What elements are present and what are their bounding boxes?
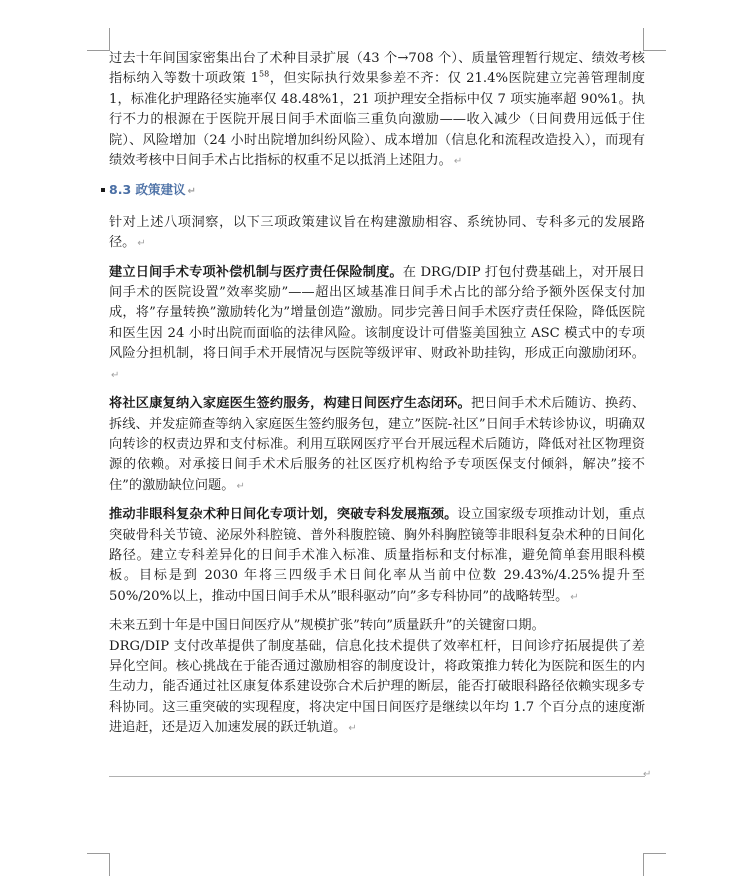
paragraph-recommendation-1 <box>109 263 645 386</box>
paragraph-policy-execution <box>109 49 645 172</box>
section-break-line <box>109 776 645 777</box>
margin-corner-top-left <box>87 28 110 51</box>
recommendation-title: 建立日间手术专项补偿机制与医疗责任保险制度。 <box>109 264 403 280</box>
section-heading <box>109 180 645 202</box>
paragraph-mark-icon: ↵ <box>137 238 146 250</box>
paragraph-mark-icon: ↵ <box>453 156 463 168</box>
recommendation-title: 将社区康复纳入家庭医生签约服务，构建日间医疗生态闭环。 <box>109 396 471 412</box>
paragraph-conclusion <box>109 637 645 740</box>
paragraph-mark-icon: ↵ <box>187 186 196 198</box>
paragraph-text: 把日间手术术后随访、换药、拆线、并发症筛查等纳入家庭医生签约服务包，建立”医院-社区”日间手术转诊协议，明确双向转诊的权责边界和支付标准。利用互联网医疗平台开展远程术后随访，降低对社区物理资源的依赖。对承接日间手术术后服务的社区医疗机构给予专项医保支付倾斜，解决”接不住”的激励缺位问题。 <box>109 396 646 493</box>
margin-corner-bottom-left <box>87 853 110 876</box>
paragraph-text: DRG/DIP 支付改革提供了制度基础，信息化技术提供了效率杠杆，日间诊疗拓展提供了差异化空间。核心挑战在于能否通过激励相容的制度设计，将政策推力转化为医院和医生的内生动力，能否通过社区康复体系建设弥合术后护理的断层，能否打破眼科路径依赖实现多专科协同。这三重突破的实现程度，将决定中国日间医疗是继续以年均 1.7 个百分点的速度渐进追赶，还是迈入加速发展的跃迁轨道。 <box>109 638 645 736</box>
paragraph-conclusion-line <box>109 616 645 636</box>
heading-bullet-icon <box>101 188 105 192</box>
paragraph-intro <box>109 213 645 255</box>
paragraph-recommendation-2 <box>109 394 645 497</box>
end-paragraph-mark-icon: ↵ <box>643 769 652 780</box>
paragraph-mark-icon: ↵ <box>348 723 357 735</box>
recommendation-title: 推动非眼科复杂术种日间化专项计划，突破专科发展瓶颈。 <box>109 507 458 523</box>
paragraph-text: 未来五到十年是中国日间医疗从”规模扩张”转向”质量跃升”的关键窗口期。 <box>109 618 545 634</box>
document-body[interactable] <box>109 49 645 740</box>
margin-corner-bottom-right <box>643 853 666 876</box>
paragraph-text-continued: ，但实际执行效果参差不齐：仅 21.4%医院建立完善管理制度 1，标准化护理路径实施率仅 48.48%1，21 项护理安全指标中仅 7 项实施率超 90%1。执行不力的根源在于医院开展日间手术面临三重负向激励——收入减少（日间费用远低于住院）、风险增加（24 小时出院增加纠纷风险）、成本增加（信息化和流程改造投入），而现有绩效考核中日间手术占比指标的权重不足以抵消上述阻力。 <box>109 71 645 169</box>
paragraph-mark-icon: ↵ <box>570 591 579 603</box>
citation-superscript: 58 <box>259 70 270 80</box>
margin-corner-top-right <box>643 28 666 51</box>
paragraph-text: 设立国家级专项推动计划，重点突破骨科关节镜、泌尿外科腔镜、普外科腹腔镜、胸外科胸腔镜等非眼科复杂术种的日间化路径。建立专科差异化的日间手术准入标准、质量指标和支付标准，避免简单套用眼科模板。目标是到 2030 年将三四级手术日间化率从当前中位数 29.43%/4.25%提升至 50%/20%以上，推动中国日间手术从”眼科驱动”向”多专科协同”的战略转型。 <box>109 507 646 604</box>
paragraph-recommendation-3 <box>109 505 645 608</box>
section-heading-text: 8.3 政策建议 <box>109 182 186 198</box>
paragraph-text: 针对上述八项洞察，以下三项政策建议旨在构建激励相容、系统协同、专科多元的发展路径。 <box>109 214 645 251</box>
paragraph-text: 过去十年间国家密集出台了术种目录扩展（43 个→708 个）、质量管理暂行规定、绩效考核指标纳入等数十项政策 1 <box>109 51 645 87</box>
paragraph-mark-icon: ↵ <box>111 369 120 381</box>
paragraph-text: 在 DRG/DIP 打包付费基础上，对开展日间手术的医院设置”效率奖励”——超出区域基准日间手术占比的部分给予额外医保支付加成，将”存量转换”激励转化为”增量创造”激励。同步完善日间手术医疗责任保险，降低医院和医生因 24 小时出院而面临的法律风险。该制度设计可借鉴美国独立 ASC 模式中的专项风险分担机制，将日间手术开展情况与医院等级评审、财政补助挂钩，形成正向激励闭环。 <box>109 264 645 362</box>
paragraph-mark-icon: ↵ <box>236 480 245 492</box>
